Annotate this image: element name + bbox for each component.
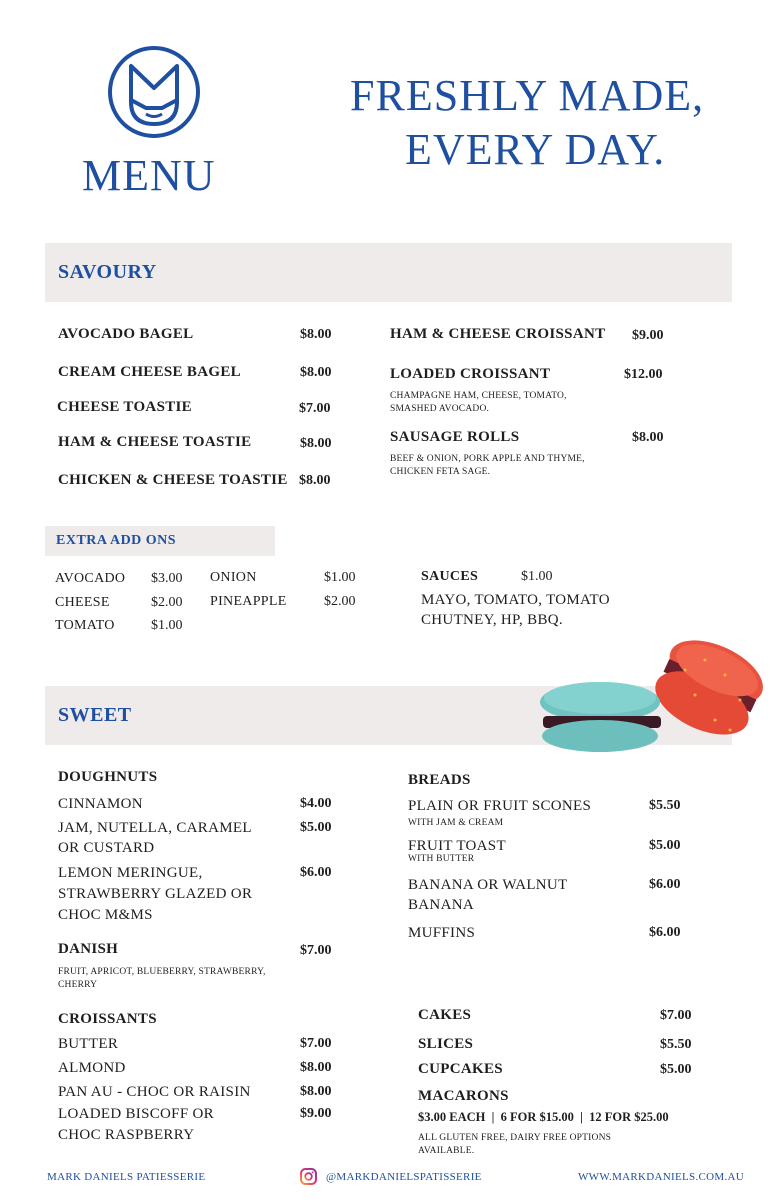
croissant-item: CHOC RASPBERRY: [58, 1127, 195, 1143]
croissant-price: $8.00: [300, 1060, 332, 1075]
cupcakes-label: CUPCAKES: [418, 1061, 503, 1077]
cupcakes-price: $5.00: [660, 1062, 692, 1077]
tagline-line2: EVERY DAY.: [405, 125, 666, 174]
addon-name: TOMATO: [55, 618, 115, 633]
sauces-list: MAYO, TOMATO, TOMATO: [421, 592, 610, 608]
danish-title: DANISH: [58, 941, 119, 957]
doughnut-price: $4.00: [300, 796, 332, 811]
croissant-price: $8.00: [300, 1084, 332, 1099]
croissant-price: $7.00: [300, 1036, 332, 1051]
croissant-item: BUTTER: [58, 1036, 119, 1052]
macarons-note: ALL GLUTEN FREE, DAIRY FREE OPTIONS: [418, 1133, 612, 1143]
savoury-item-price: $8.00: [632, 430, 664, 445]
bread-note: WITH JAM & CREAM: [408, 818, 504, 828]
cakes-price: $7.00: [660, 1008, 692, 1023]
addon-name: AVOCADO: [55, 571, 126, 586]
bread-item: BANANA OR WALNUT: [408, 877, 568, 893]
slices-price: $5.50: [660, 1037, 692, 1052]
addon-name: ONION: [210, 570, 257, 585]
savoury-item-name: CHEESE TOASTIE: [57, 399, 192, 415]
savoury-item-name: SAUSAGE ROLLS: [390, 429, 520, 445]
addon-price: $1.00: [324, 570, 356, 585]
addons-title: EXTRA ADD ONS: [56, 533, 177, 548]
croissant-item: LOADED BISCOFF OR: [58, 1106, 214, 1122]
bread-item: BANANA: [408, 897, 474, 913]
danish-price: $7.00: [300, 943, 332, 958]
savoury-item-desc: SMASHED AVOCADO.: [390, 404, 490, 414]
macarons-note: AVAILABLE.: [418, 1146, 475, 1156]
savoury-item-desc: CHICKEN FETA SAGE.: [390, 467, 491, 477]
addon-price: $2.00: [151, 595, 183, 610]
macaron-illustration-icon: [535, 630, 770, 755]
breads-title: BREADS: [408, 772, 471, 788]
macarons-title: MACARONS: [418, 1088, 509, 1104]
instagram-icon: [300, 1168, 317, 1185]
bread-item: PLAIN OR FRUIT SCONES: [408, 798, 592, 814]
cat-logo-icon: [106, 44, 202, 140]
sauces-list: CHUTNEY, HP, BBQ.: [421, 612, 563, 628]
croissant-item: ALMOND: [58, 1060, 126, 1076]
menu-title: MENU: [82, 151, 216, 200]
sweet-title: SWEET: [58, 704, 132, 726]
footer-instagram[interactable]: @MARKDANIELSPATISSERIE: [326, 1171, 482, 1183]
tagline-line1: FRESHLY MADE,: [350, 71, 705, 120]
cakes-label: CAKES: [418, 1007, 472, 1023]
addon-price: $1.00: [151, 618, 183, 633]
doughnut-item: OR CUSTARD: [58, 840, 155, 856]
addon-price: $2.00: [324, 594, 356, 609]
doughnut-item: LEMON MERINGUE,: [58, 865, 203, 881]
savoury-item-price: $7.00: [299, 401, 331, 416]
doughnut-item: CHOC M&MS: [58, 907, 153, 923]
croissants-title: CROISSANTS: [58, 1011, 157, 1027]
savoury-item-price: $12.00: [624, 367, 663, 382]
bread-item: FRUIT TOAST: [408, 838, 506, 854]
savoury-item-price: $8.00: [300, 436, 332, 451]
doughnut-price: $5.00: [300, 820, 332, 835]
bread-item: MUFFINS: [408, 925, 476, 941]
savoury-title: SAVOURY: [58, 261, 157, 283]
savoury-item-price: $8.00: [299, 473, 331, 488]
savoury-item-price: $9.00: [632, 328, 664, 343]
slices-label: SLICES: [418, 1036, 474, 1052]
savoury-item-desc: CHAMPAGNE HAM, CHEESE, TOMATO,: [390, 391, 567, 401]
bread-price: $5.00: [649, 838, 681, 853]
doughnuts-title: DOUGHNUTS: [58, 769, 158, 785]
bread-note: WITH BUTTER: [408, 854, 475, 864]
doughnut-price: $6.00: [300, 865, 332, 880]
danish-desc: FRUIT, APRICOT, BLUEBERRY, STRAWBERRY,: [58, 967, 266, 977]
addon-name: PINEAPPLE: [210, 594, 287, 609]
doughnut-item: CINNAMON: [58, 796, 143, 812]
savoury-item-name: LOADED CROISSANT: [390, 366, 551, 382]
footer-brand: MARK DANIELS PATIESSERIE: [47, 1171, 206, 1183]
doughnut-item: JAM, NUTELLA, CARAMEL: [58, 820, 252, 836]
savoury-item-price: $8.00: [300, 365, 332, 380]
bread-price: $6.00: [649, 925, 681, 940]
savoury-item-name: CHICKEN & CHEESE TOASTIE: [58, 472, 288, 488]
addon-price: $3.00: [151, 571, 183, 586]
macarons-image: [535, 630, 770, 755]
sauces-price: $1.00: [521, 569, 553, 584]
croissant-price: $9.00: [300, 1106, 332, 1121]
savoury-item-name: CREAM CHEESE BAGEL: [58, 364, 241, 380]
savoury-item-desc: BEEF & ONION, PORK APPLE AND THYME,: [390, 454, 585, 464]
savoury-item-price: $8.00: [300, 327, 332, 342]
logo: [106, 44, 202, 140]
croissant-item: PAN AU - CHOC OR RAISIN: [58, 1084, 251, 1100]
sauces-label: SAUCES: [421, 569, 479, 584]
doughnut-item: STRAWBERRY GLAZED OR: [58, 886, 253, 902]
danish-desc: CHERRY: [58, 980, 98, 990]
savoury-item-name: HAM & CHEESE TOASTIE: [58, 434, 252, 450]
macarons-pricing: $3.00 EACH | 6 FOR $15.00 | 12 FOR $25.00: [418, 1110, 669, 1124]
savoury-item-name: HAM & CHEESE CROISSANT: [390, 326, 606, 342]
footer-website[interactable]: WWW.MARKDANIELS.COM.AU: [578, 1171, 744, 1183]
savoury-item-name: AVOCADO BAGEL: [58, 326, 194, 342]
addon-name: CHEESE: [55, 595, 110, 610]
bread-price: $5.50: [649, 798, 681, 813]
bread-price: $6.00: [649, 877, 681, 892]
